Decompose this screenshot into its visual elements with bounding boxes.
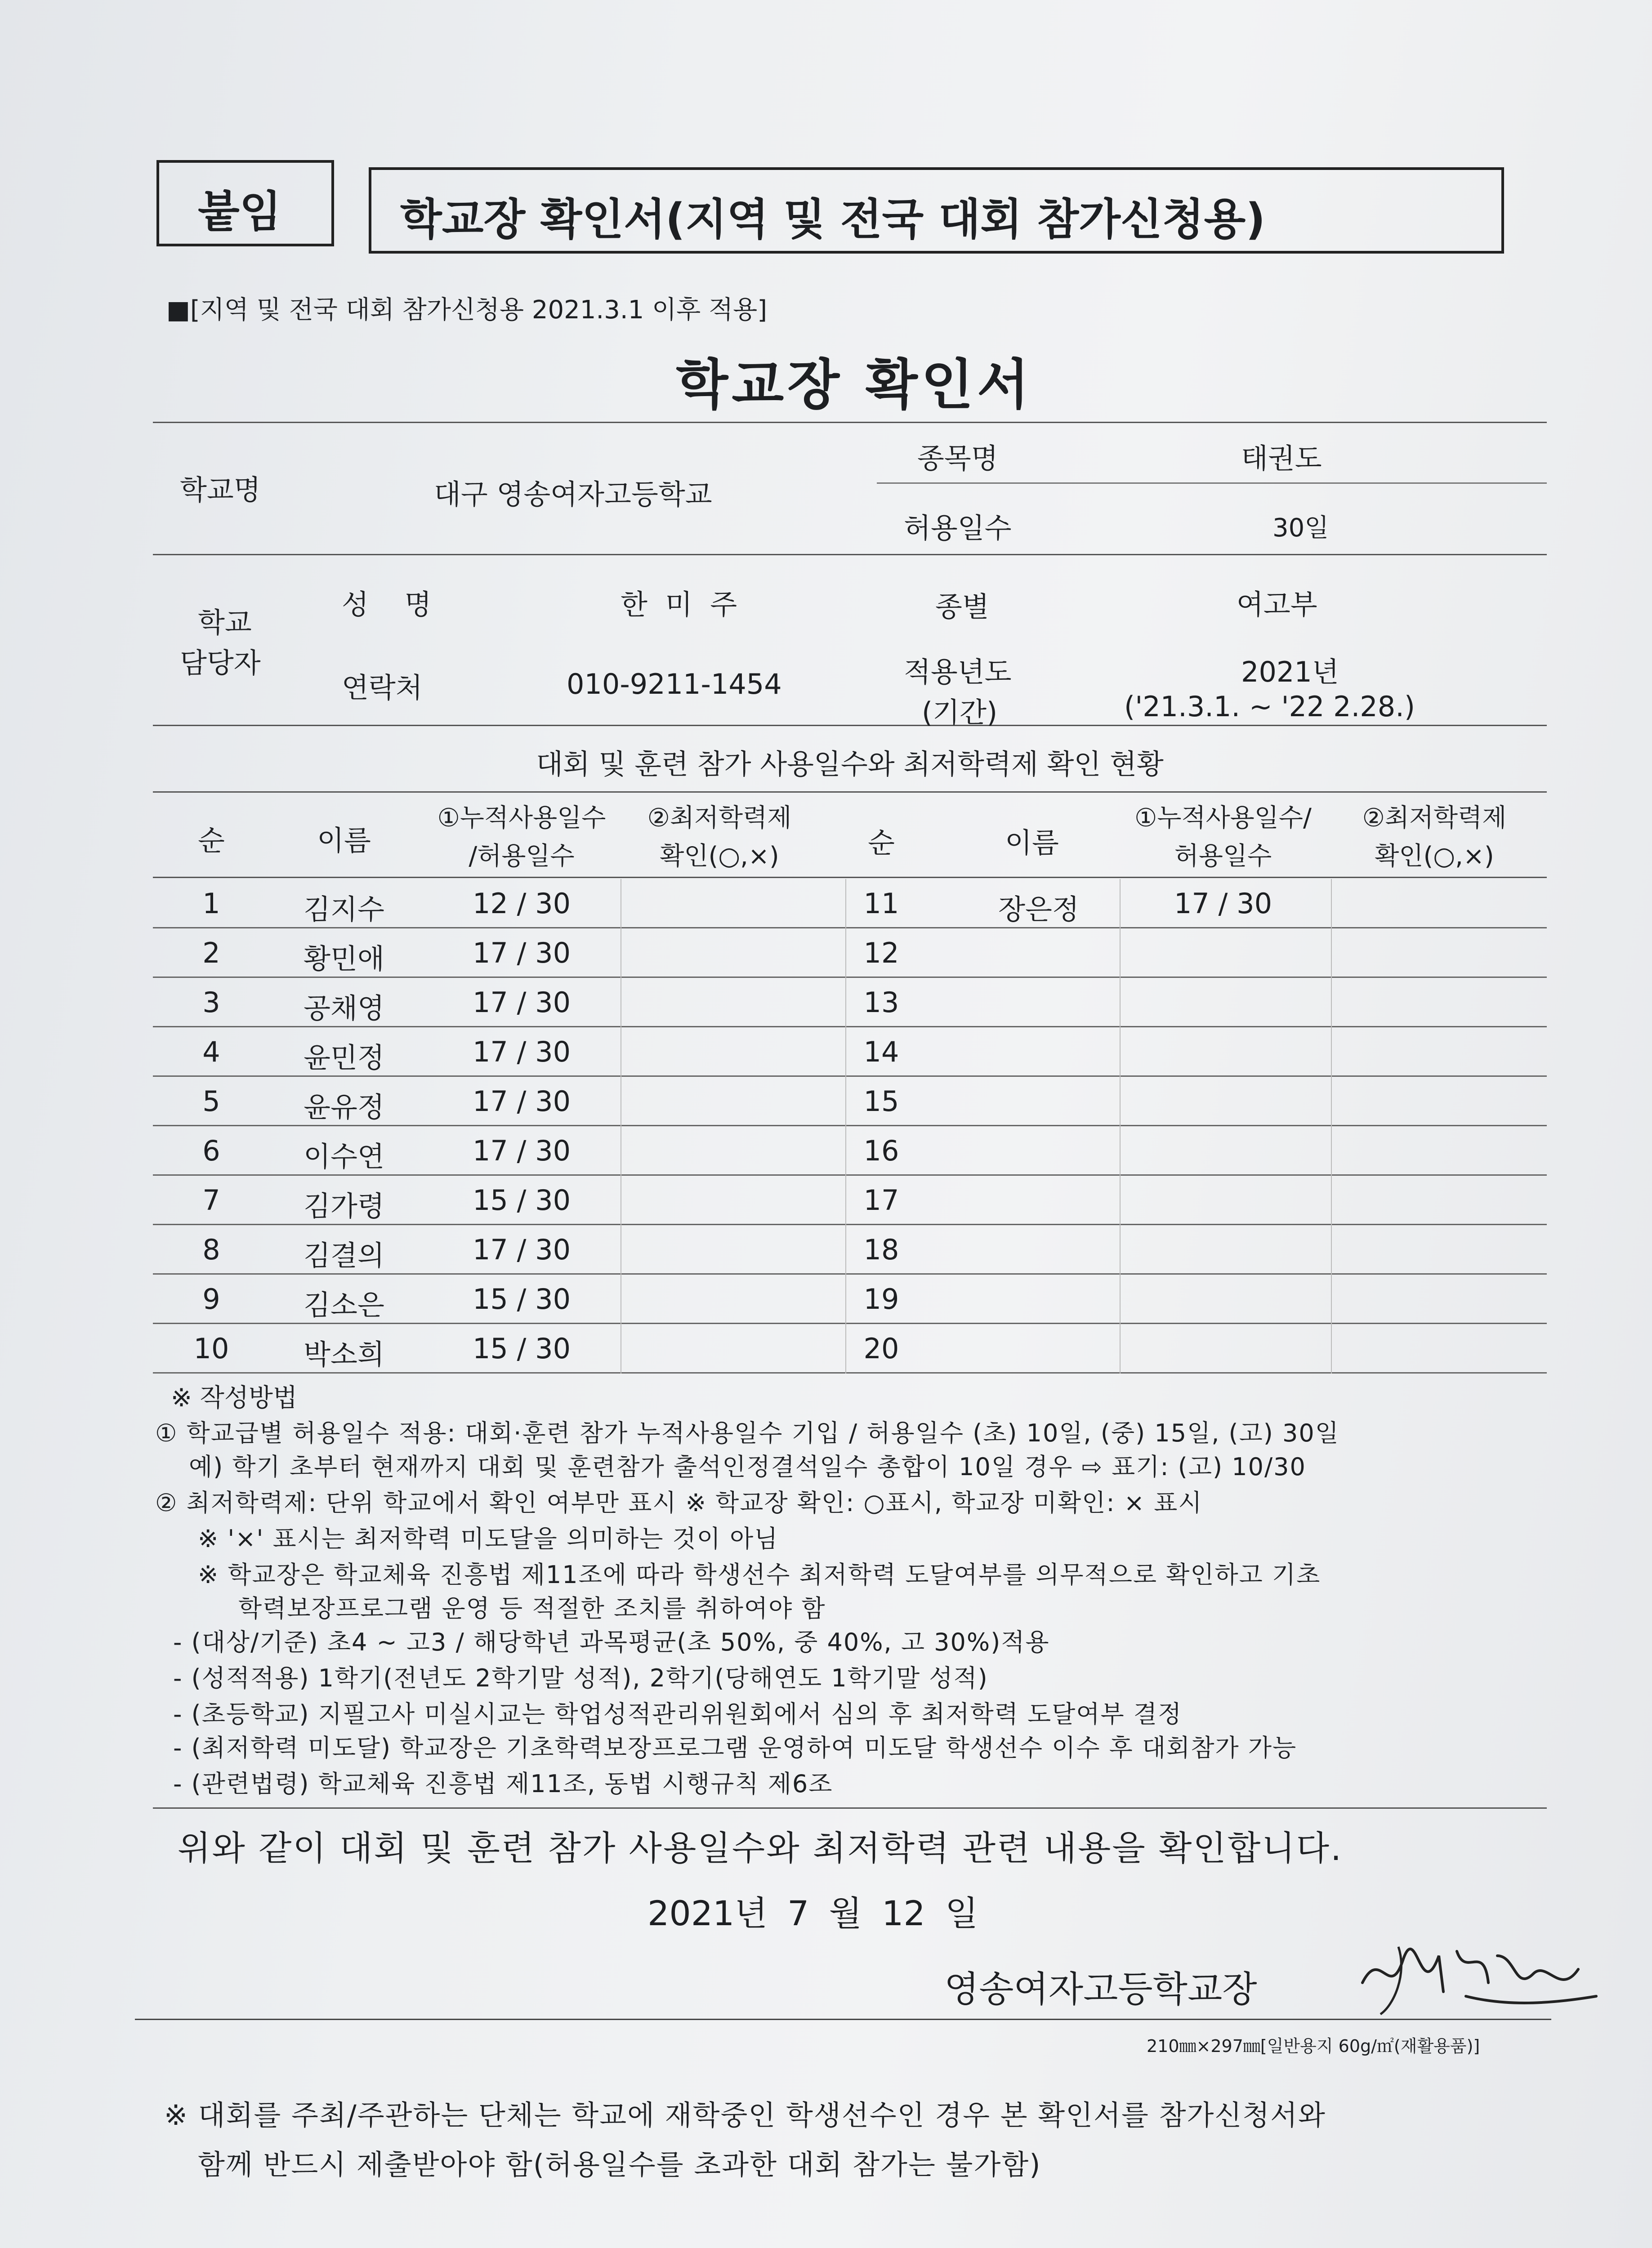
- header-days-left-2: /허용일수: [469, 842, 575, 871]
- row-divider: [153, 1372, 1547, 1374]
- header-no-left: 순: [198, 824, 225, 857]
- header-name-right: 이름: [1005, 826, 1059, 859]
- name-label: 성 명: [342, 588, 445, 621]
- note-1b: 예) 학기 초부터 현재까지 대회 및 훈련참가 출석인정결석일수 총합이 10일 경우 ⇨ 표기: (고) 10/30: [189, 1453, 1306, 1481]
- detail-2: - (성적적용) 1학기(전년도 2학기말 성적), 2학기(당해연도 1학기말 성적): [173, 1664, 988, 1692]
- row-days: 17 / 30: [472, 1085, 571, 1118]
- row-days: 15 / 30: [472, 1332, 571, 1365]
- table-row: [0, 1275, 1652, 1324]
- contact-value: 010-9211-1454: [567, 668, 782, 700]
- row-no: 9: [202, 1283, 220, 1316]
- row-name: 김가령: [304, 1190, 384, 1222]
- manager-label-2: 담당자: [180, 647, 261, 679]
- row-days: 17 / 30: [472, 1035, 571, 1068]
- row-no-right: 18: [863, 1233, 899, 1266]
- row-name: 이수연: [304, 1140, 384, 1173]
- row-days: 17 / 30: [472, 986, 571, 1019]
- signature-line: [135, 2019, 1551, 2020]
- row-no-right: 13: [863, 986, 899, 1019]
- row-no-right: 15: [863, 1085, 899, 1118]
- note-3: ※ '×' 표시는 최저학력 미도달을 의미하는 것이 아님: [198, 1525, 779, 1553]
- row-name: 김지수: [304, 893, 384, 926]
- row-no-right: 11: [863, 887, 899, 920]
- note-1a: ① 학교급별 허용일수 적용: 대회·훈련 참가 누적사용일수 기입 / 허용일수 (초) 10일, (중) 15일, (고) 30일: [155, 1419, 1339, 1447]
- status-title-line: [153, 791, 1547, 793]
- header-days-right-2: 허용일수: [1174, 842, 1272, 871]
- table-row: [0, 1225, 1652, 1275]
- row-no: 1: [202, 887, 220, 920]
- row-no: 8: [202, 1233, 220, 1266]
- row-no-right: 17: [863, 1184, 899, 1217]
- info-top-line: [153, 422, 1547, 423]
- table-row: [0, 1324, 1652, 1374]
- header-title: 학교장 확인서(지역 및 전국 대회 참가신청용): [400, 194, 1266, 245]
- row-name: 윤유정: [304, 1091, 384, 1124]
- detail-4: - (최저학력 미도달) 학교장은 기초학력보장프로그램 운영하여 미도달 학생선수 이수 후 대회참가 가능: [173, 1734, 1297, 1762]
- header-name-left: 이름: [317, 824, 371, 857]
- manager-label-1: 학교: [198, 606, 252, 639]
- info-mid-line-right: [877, 482, 1547, 484]
- signature-mark: [1353, 1929, 1605, 2019]
- notes-bottom-line: [153, 1807, 1547, 1809]
- note-4a: ※ 학교장은 학교체육 진흥법 제11조에 따라 학생선수 최저학력 도달여부를 의무적으로 확인하고 기초: [198, 1561, 1321, 1589]
- notes-heading: ※ 작성방법: [171, 1383, 298, 1413]
- detail-1: - (대상/기준) 초4 ~ 고3 / 해당학년 과목평균(초 50%, 중 40%, 고 30%)적용: [173, 1628, 1050, 1656]
- row-no: 4: [202, 1035, 220, 1068]
- school-value: 대구 영송여자고등학교: [434, 478, 712, 511]
- year-value-2: ('21.3.1. ~ '22 2.28.): [1124, 690, 1415, 723]
- header-days-left-1: ①누적사용일수: [437, 803, 606, 833]
- year-label-1: 적용년도: [904, 656, 1012, 688]
- status-title: 대회 및 훈련 참가 사용일수와 최저학력제 확인 현황: [536, 748, 1164, 781]
- header-days-right-1: ①누적사용일수/: [1134, 803, 1312, 833]
- row-no-right: 19: [863, 1283, 899, 1316]
- row-name: 공채영: [304, 992, 384, 1025]
- table-row: [0, 1077, 1652, 1126]
- header-min-right-1: ②최저학력제: [1362, 803, 1507, 833]
- row-no-right: 16: [863, 1134, 899, 1167]
- table-header-line: [153, 877, 1547, 878]
- header-no-right: 순: [868, 826, 895, 859]
- subtitle: ■[지역 및 전국 대회 참가신청용 2021.3.1 이후 적용]: [166, 295, 768, 325]
- row-no-right: 12: [863, 937, 899, 969]
- row-name-right: 장은정: [998, 893, 1079, 926]
- row-days-right: 17 / 30: [1174, 887, 1272, 920]
- event-label: 종목명: [917, 442, 998, 475]
- row-name: 김결의: [304, 1239, 384, 1272]
- table-row: [0, 1027, 1652, 1077]
- school-label: 학교명: [180, 473, 261, 506]
- table-row: [0, 928, 1652, 978]
- confirm-text: 위와 같이 대회 및 훈련 참가 사용일수와 최저학력 관련 내용을 확인합니다.: [178, 1828, 1343, 1868]
- row-no-right: 20: [863, 1332, 899, 1365]
- signer-name: 영송여자고등학교장: [944, 1968, 1257, 2010]
- column-divider: [1331, 879, 1332, 1374]
- tag-label: 붙임: [198, 187, 281, 237]
- row-days: 17 / 30: [472, 1134, 571, 1167]
- detail-3: - (초등학교) 지필고사 미실시교는 학업성적관리위원회에서 심의 후 최저학력 도달여부 결정: [173, 1700, 1183, 1728]
- row-no: 10: [193, 1332, 229, 1365]
- row-no-right: 14: [863, 1035, 899, 1068]
- row-no: 6: [202, 1134, 220, 1167]
- table-row: [0, 978, 1652, 1027]
- allowed-days-label: 허용일수: [904, 512, 1012, 544]
- detail-5: - (관련법령) 학교체육 진흥법 제11조, 동법 시행규칙 제6조: [173, 1770, 833, 1798]
- row-days: 15 / 30: [472, 1184, 571, 1217]
- row-no: 5: [202, 1085, 220, 1118]
- row-name: 황민애: [304, 942, 384, 975]
- footer-note-2: 함께 반드시 제출받아야 함(허용일수를 초과한 대회 참가는 불가함): [198, 2148, 1041, 2181]
- name-value: 한 미 주: [621, 588, 742, 621]
- row-no: 7: [202, 1184, 220, 1217]
- info-bottom-line: [153, 725, 1547, 726]
- header-min-right-2: 확인(○,×): [1375, 842, 1494, 871]
- row-days: 12 / 30: [472, 887, 571, 920]
- footer-note-1: ※ 대회를 주최/주관하는 단체는 학교에 재학중인 학생선수인 경우 본 확인서를 참가신청서와: [164, 2099, 1326, 2132]
- contact-label: 연락처: [342, 671, 423, 704]
- table-row: [0, 879, 1652, 928]
- table-row: [0, 1126, 1652, 1176]
- document-title: 학교장 확인서: [676, 354, 1033, 416]
- confirm-date: 2021년 7 월 12 일: [647, 1893, 978, 1933]
- row-name: 박소희: [304, 1338, 384, 1371]
- paper-spec: 210㎜×297㎜[일반용지 60g/㎡(재활용품)]: [1147, 2036, 1480, 2056]
- header-min-left-2: 확인(○,×): [660, 842, 779, 871]
- year-value-1: 2021년: [1241, 656, 1339, 688]
- category-label: 종별: [935, 590, 989, 623]
- row-days: 17 / 30: [472, 1233, 571, 1266]
- table-row: [0, 1176, 1652, 1225]
- allowed-days-value: 30일: [1272, 513, 1329, 543]
- row-days: 17 / 30: [472, 937, 571, 969]
- event-value: 태권도: [1241, 442, 1322, 475]
- row-days: 15 / 30: [472, 1283, 571, 1316]
- category-value: 여고부: [1237, 588, 1317, 621]
- column-divider: [1120, 879, 1121, 1374]
- row-name: 윤민정: [304, 1041, 384, 1074]
- note-4b: 학력보장프로그램 운영 등 적절한 조치를 취하여야 함: [238, 1594, 826, 1623]
- info-section-line: [153, 554, 1547, 555]
- row-name: 김소은: [304, 1289, 384, 1321]
- header-min-left-1: ②최저학력제: [647, 803, 792, 833]
- note-2: ② 최저학력제: 단위 학교에서 확인 여부만 표시 ※ 학교장 확인: ○표시, 학교장 미확인: × 표시: [155, 1489, 1203, 1517]
- row-no: 3: [202, 986, 220, 1019]
- year-label-2: (기간): [922, 696, 998, 729]
- row-no: 2: [202, 937, 220, 969]
- column-divider: [845, 879, 846, 1374]
